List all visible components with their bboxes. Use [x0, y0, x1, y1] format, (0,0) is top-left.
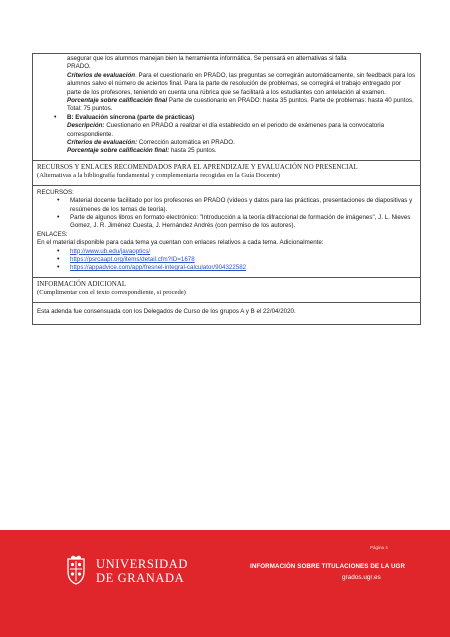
link-javaoptics[interactable]: http://www.ub.edu/javaoptics/ [70, 247, 151, 255]
evaluation-section [32, 53, 421, 161]
resources-subtitle: (Alternativas a la bibliografía fundamental y complementaria recogidas en la Guía Docente) [37, 172, 280, 180]
criteria-label-1: Criterios de evaluación [67, 71, 136, 79]
university-name-line-2: DE GRANADA [96, 571, 185, 585]
description-paragraph [67, 122, 416, 139]
link-psrcaapt[interactable]: https://psrcaapt.org/items/detail.cfm?ID=1678 [70, 255, 195, 263]
criteria-paragraph-2 [67, 139, 416, 147]
university-crest-icon [64, 555, 88, 585]
evaluation-b-title: B: Evaluación síncrona (parte de prácticas) [67, 113, 195, 121]
criteria-text-2: Corrección automática en PRADO. [137, 139, 235, 147]
link-item [70, 248, 416, 256]
percentage-text-2: hasta 25 puntos. [169, 147, 217, 155]
addendum-document [32, 53, 421, 325]
additional-info-subtitle: (Cumplimentar con el texto correspondiente, si procede) [37, 289, 186, 297]
criteria-text-1: . Para el cuestionario en PRADO, las preguntas se corregirán automáticamente, sin feedback para los alumnos salvo el número de aciertos final. Para la parte de resolución de problemas, se corregirá el trabajo entregado por parte de los profesores, teniendo en cuenta una rúbrica que se facilitará a los estudiantes con antelación al examen. [67, 71, 416, 96]
percentage-label-2: Porcentaje sobre calificación final: [67, 147, 170, 155]
eval-intro-line-2: PRADO. [67, 63, 91, 71]
resources-body-section [32, 186, 421, 278]
degrees-url: grados.ugr.es [342, 574, 381, 581]
recursos-heading: RECURSOS: [37, 188, 74, 196]
university-name-line-1: UNIVERSIDAD [96, 557, 189, 571]
criteria-paragraph-1 [67, 72, 416, 97]
criteria-label-2: Criterios de evaluación: [67, 139, 138, 147]
agenda-section [32, 303, 421, 325]
additional-info-section [32, 278, 421, 303]
percentage-paragraph-2 [67, 147, 416, 155]
evaluation-b-item [67, 114, 416, 122]
page-number: Página 4 [370, 545, 388, 550]
link-item [70, 264, 416, 272]
degrees-info-title: INFORMACIÓN SOBRE TITULACIONES DE LA UGR [250, 563, 406, 570]
percentage-text-1: Parte de cuestionario en PRADO: hasta 35 puntos. Parte de problemas: hasta 40 puntos. Total: 75 puntos. [67, 97, 414, 113]
additional-info-title: INFORMACIÓN ADICIONAL [37, 280, 127, 288]
enlaces-intro: En el material disponible para cada tema ya cuentan con enlaces relativos a cada tema. Adicionalmente: [37, 239, 324, 247]
link-appadvice[interactable]: https://appadvice.com/app/fresnel-integral-calculator/904322582 [70, 264, 247, 272]
resources-header-section [32, 161, 421, 186]
recurso-item-1: • Material docente facilitado por los profesores en PRADO (vídeos y datos para las prácticas, presentaciones de diapositivas y resúmenes de los temas de teoría). [70, 197, 416, 214]
resources-title: RECURSOS Y ENLACES RECOMENDADOS PARA EL APRENDIZAJE Y EVALUACIÓN NO PRESENCIAL [37, 163, 358, 171]
percentage-paragraph-1 [67, 97, 416, 114]
recurso-item-2: • Parte de algunos libros en formato electrónico: "Introducción a la teoría difraccional de formación de imágenes", J. L. Nieves Gomez, J. R. Jiménez Cuesta, J. Hernández Andrés (con permiso de los autores). [70, 214, 416, 231]
description-label: Descripción: [67, 122, 105, 130]
description-text: Cuestionario en PRADO a realizar el día establecido en el periodo de exámenes para la convocatoria correspondiente. [67, 122, 385, 138]
enlaces-heading: ENLACES: [37, 230, 68, 238]
agenda-text: Esta adenda fue consensuada con los Delegados de Curso de los grupos A y B el 22/04/2020. [37, 307, 296, 315]
eval-intro-line-1: asegurar que los alumnos manejan bien la herramienta informática. Se pensará en alternativas si falla [67, 55, 347, 62]
percentage-label-1: Porcentaje sobre calificación final [67, 97, 168, 105]
link-item [70, 256, 416, 264]
